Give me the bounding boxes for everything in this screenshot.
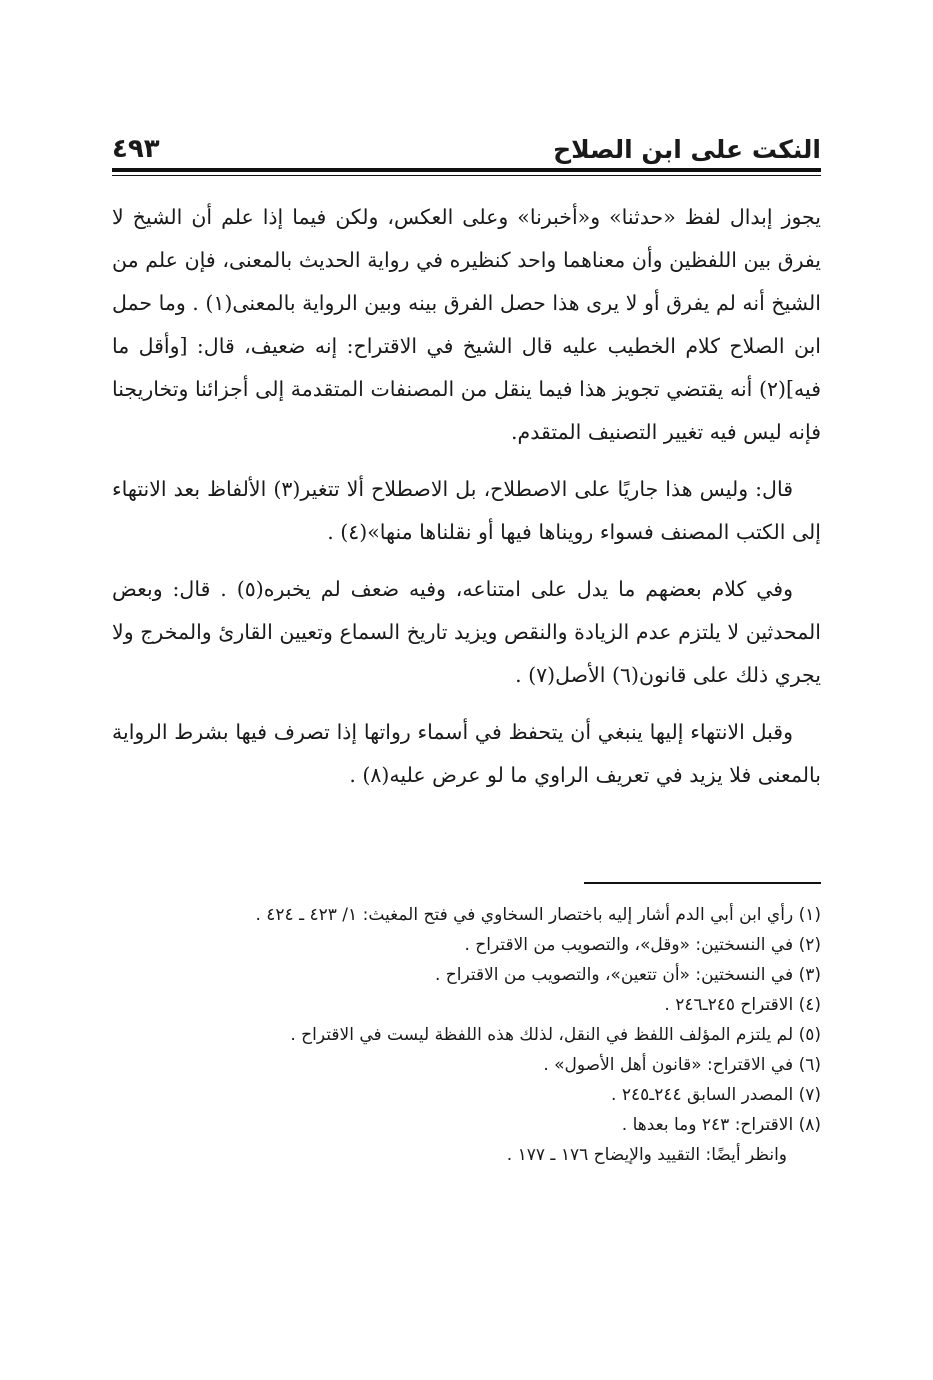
paragraph: قال: وليس هذا جاريًا على الاصطلاح، بل الاصطلاح ألا تتغير(٣) الألفاظ بعد الانتهاء إلى الكتب المصنف فسواء رويناها فيها أو نقلناها منها»(٤) . <box>112 477 821 544</box>
footnote: (٢) في النسختين: «وقل»، والتصويب من الاقتراح . <box>464 935 821 955</box>
footnote: (٤) الاقتراح ٢٤٥ـ٢٤٦ . <box>664 995 821 1015</box>
footnote: (٧) المصدر السابق ٢٤٤ـ٢٤٥ . <box>611 1085 821 1105</box>
running-title: النكت على ابن الصلاح <box>553 135 821 164</box>
footnote: (٨) الاقتراح: ٢٤٣ وما بعدها . <box>621 1115 821 1135</box>
footnotes <box>112 900 821 1170</box>
footnote: (٦) في الاقتراح: «قانون أهل الأصول» . <box>543 1055 821 1075</box>
paragraph: وقبل الانتهاء إليها ينبغي أن يتحفظ في أسماء رواتها إذا تصرف فيها بشرط الرواية بالمعنى فلا يزيد في تعريف الراوي ما لو عرض عليه(٨) . <box>112 720 821 787</box>
page-header <box>112 122 821 164</box>
header-rule-thin <box>112 175 821 176</box>
paragraph: وفي كلام بعضهم ما يدل على امتناعه، وفيه ضعف لم يخبره(٥) . قال: وبعض المحدثين لا يلتزم عدم الزيادة والنقص ويزيد تاريخ السماع وتعيين القارئ والمخرج ولا يجري ذلك على قانون(٦) الأصل(٧) . <box>112 577 821 687</box>
footnote: (٥) لم يلتزم المؤلف اللفظ في النقل، لذلك هذه اللفظة ليست في الاقتراح . <box>290 1025 821 1045</box>
footnote: (١) رأي ابن أبي الدم أشار إليه باختصار السخاوي في فتح المغيث: ١/ ٤٢٣ ـ ٤٢٤ . <box>255 905 821 925</box>
header-rule-thick <box>112 168 821 172</box>
paragraph: يجوز إبدال لفظ «حدثنا» و«أخبرنا» وعلى العكس، ولكن فيما إذا علم أن الشيخ لا يفرق بين اللفظين وأن معناهما واحد كنظيره في رواية الحديث بالمعنى، فإن علم من الشيخ أنه لم يفرق أو لا يرى هذا حصل الفرق بينه وبين الرواية بالمعنى(١) . وما حمل ابن الصلاح كلام الخطيب عليه قال الشيخ في الاقتراح: إنه ضعيف، قال: [وأقل ما فيه](٢) أنه يقتضي تجويز هذا فيما ينقل من المصنفات المتقدمة إلى أجزائنا وتخاريجنا فإنه ليس فيه تغيير التصنيف المتقدم. <box>112 205 821 444</box>
footnote: (٣) في النسختين: «أن تتعين»، والتصويب من الاقتراح . <box>434 965 821 985</box>
footnote-continuation: وانظر أيضًا: التقييد والإيضاح ١٧٦ ـ ١٧٧ . <box>506 1145 787 1165</box>
footnote-separator <box>584 882 821 884</box>
main-text <box>112 196 821 811</box>
page-number: ٤٩٣ <box>112 134 160 164</box>
